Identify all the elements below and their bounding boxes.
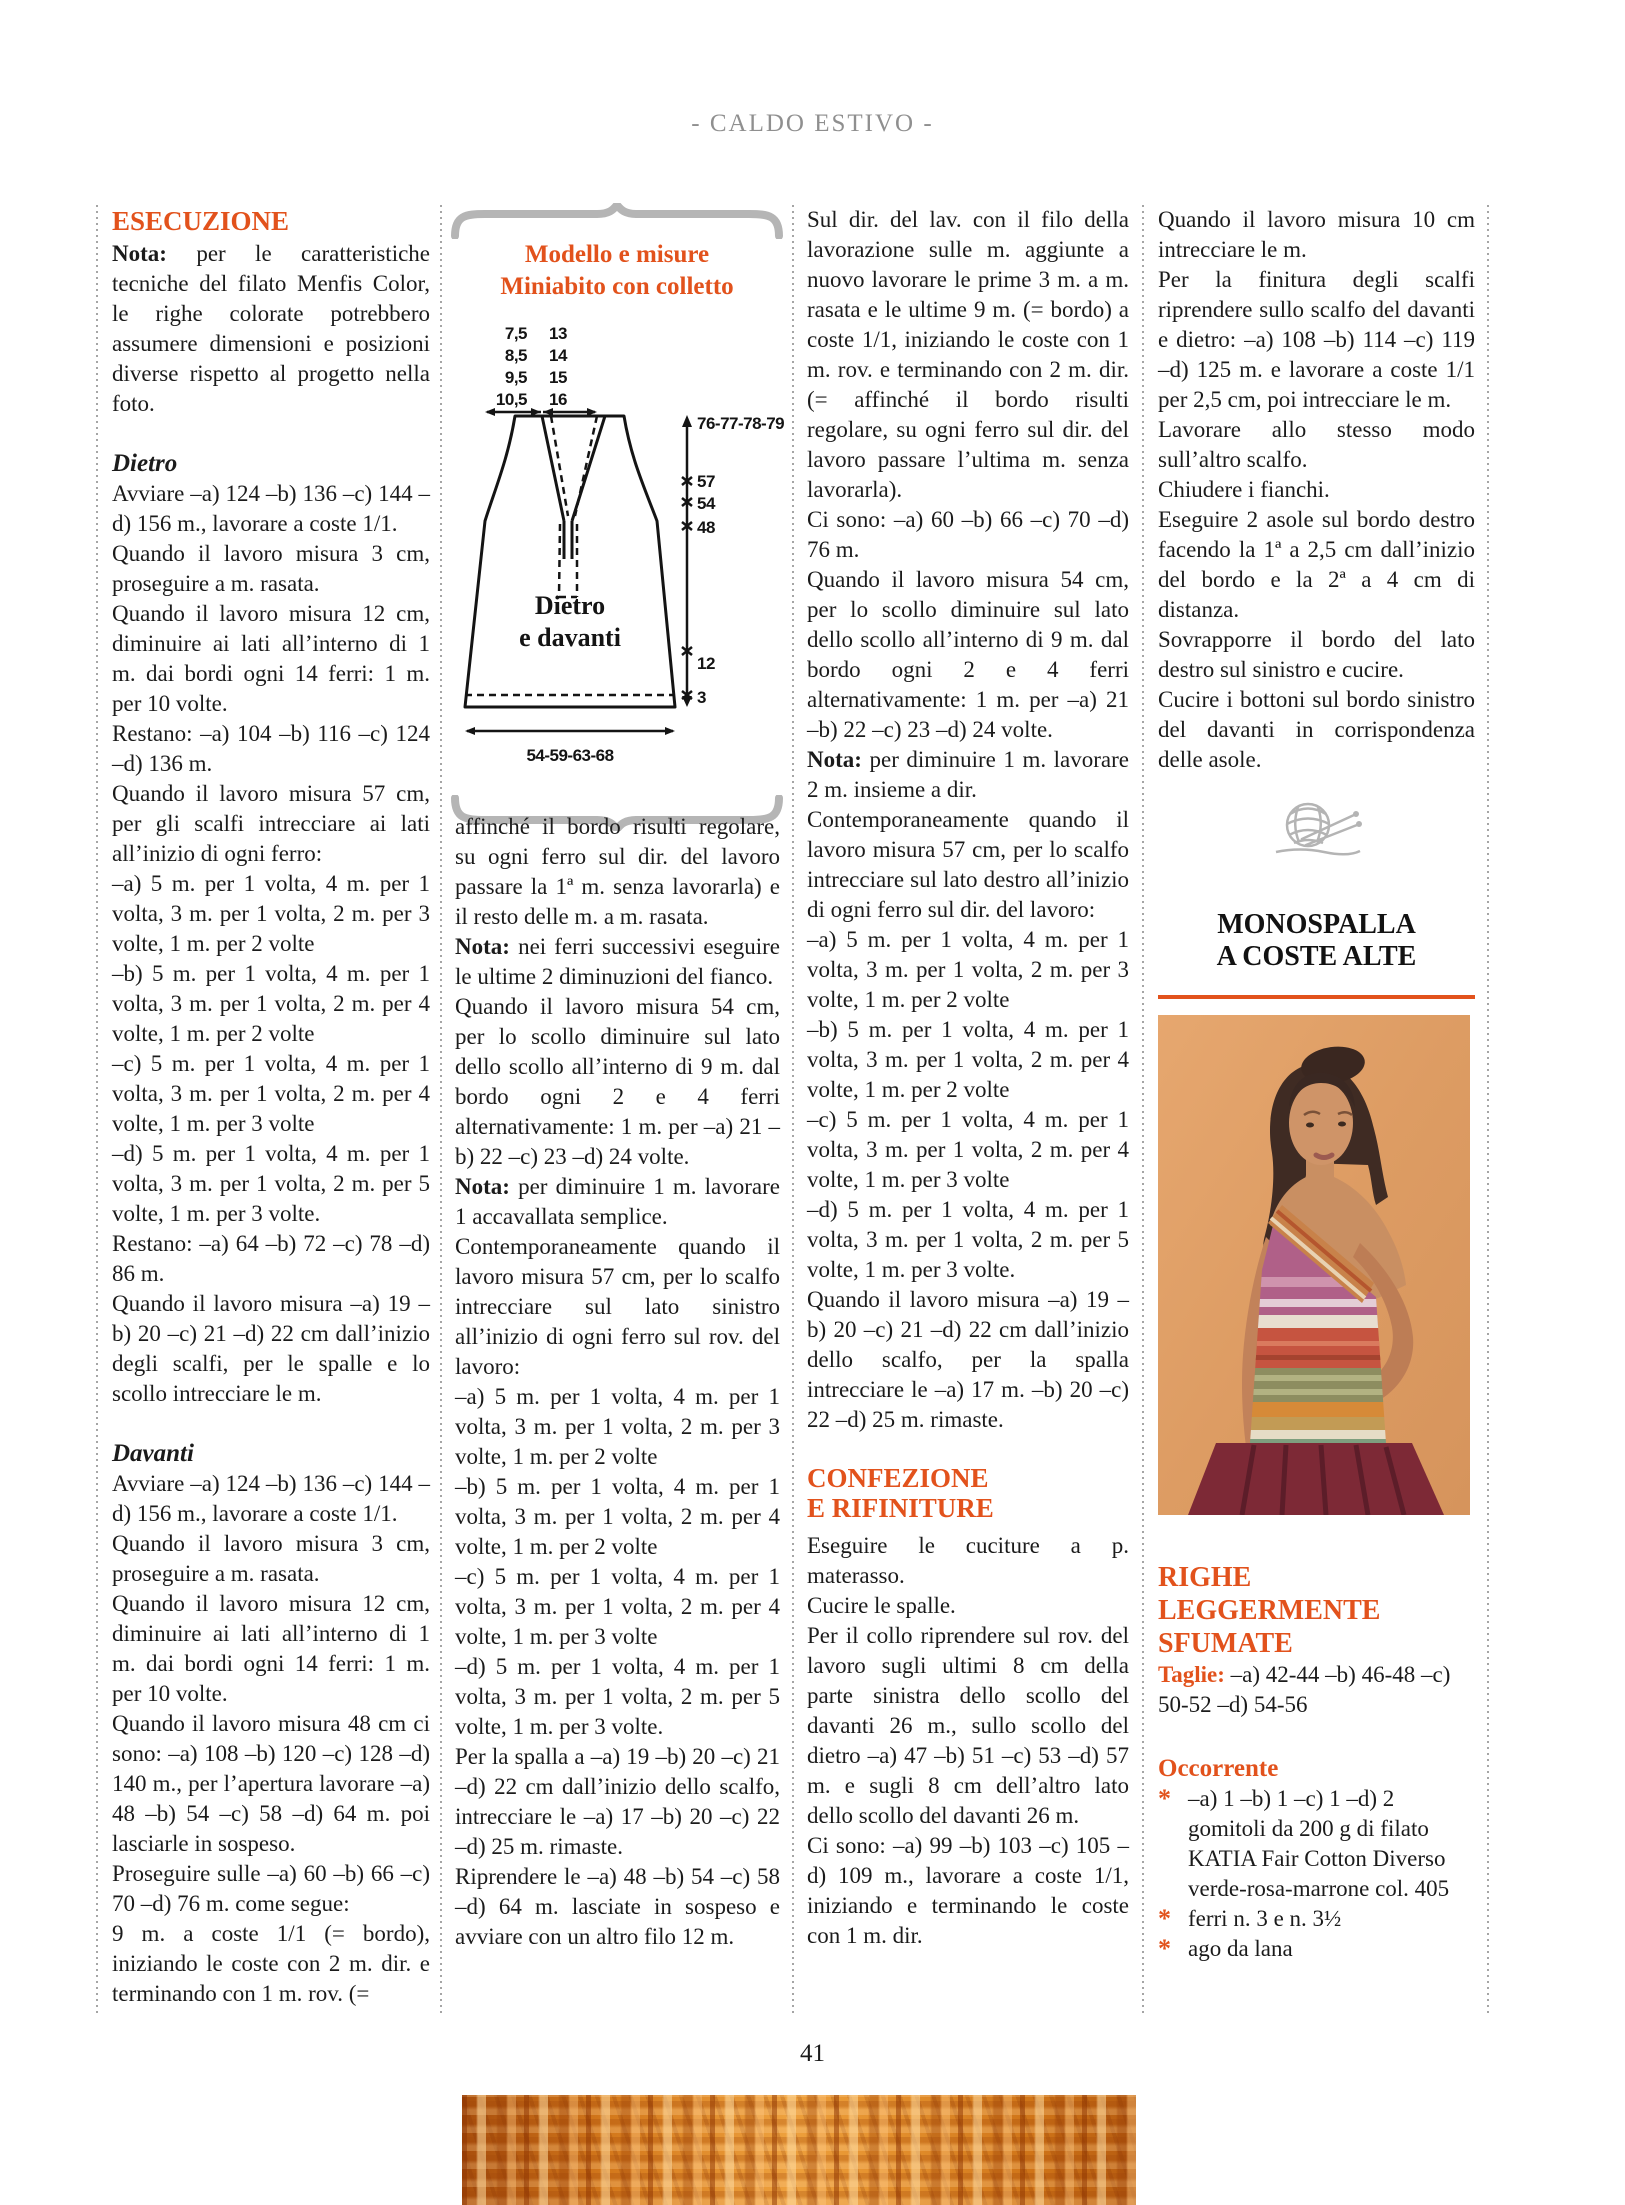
- column-1: [112, 205, 430, 2009]
- model-photo: [1158, 1015, 1470, 1515]
- paragraph-text: Quando il lavoro misura –a) 19 –b) 20 –c) 21 –d) 22 cm dall’inizio degli scalfi, per le spalle e lo scollo intrecciare le m.: [112, 1291, 430, 1406]
- paragraph-text: per diminuire 1 m. lavorare 1 accavallata semplice.: [455, 1174, 780, 1229]
- column-4: [1158, 205, 1475, 1964]
- instruction-paragraph: [112, 959, 430, 1049]
- instruction-paragraph: [455, 812, 780, 932]
- taglie-text: –a) 42-44 –b) 46-48 –c) 50-52 –d) 54-56: [1158, 1662, 1451, 1717]
- taglie-label: Taglie:: [1158, 1662, 1225, 1687]
- paragraph-text: –a) 5 m. per 1 volta, 4 m. per 1 volta, 3 m. per 1 volta, 2 m. per 3 volte, 1 m. per 2 volte: [112, 871, 430, 956]
- column-3: [807, 205, 1129, 1951]
- dietro-subheading: Dietro: [112, 450, 178, 477]
- instruction-paragraph: [807, 805, 1129, 925]
- heading-line: RIGHE LEGGERMENTE: [1158, 1562, 1381, 1626]
- instruction-paragraph: [112, 1469, 430, 1529]
- paragraph-text: Restano: –a) 104 –b) 116 –c) 124 –d) 136 m.: [112, 721, 430, 776]
- paragraph-text: –a) 5 m. per 1 volta, 4 m. per 1 volta, 3 m. per 1 volta, 2 m. per 3 volte, 1 m. per 2 volte: [455, 1384, 780, 1469]
- instruction-paragraph: [807, 745, 1129, 805]
- hem-measure-mark: 12: [697, 654, 715, 673]
- hem-measure-mark: 3: [697, 688, 706, 707]
- paragraph-text: –d) 5 m. per 1 volta, 4 m. per 1 volta, 3 m. per 1 volta, 2 m. per 5 volte, 1 m. per 3 volte.: [455, 1654, 780, 1739]
- height-measure-label: 76-77-78-79: [697, 414, 785, 433]
- instruction-paragraph: [807, 565, 1129, 745]
- instruction-paragraph: [455, 1172, 780, 1232]
- paragraph-text: –b) 5 m. per 1 volta, 4 m. per 1 volta, 3 m. per 1 volta, 2 m. per 4 volte, 1 m. per 2 volte: [112, 961, 430, 1046]
- paragraph-text: Quando il lavoro misura –a) 19 –b) 20 –c) 21 –d) 22 cm dall’inizio dello scalfo, per la spalla intrecciare le –a) 17 m. –b) 20 –c) 22 –d) 25 m. rimaste.: [807, 1287, 1129, 1432]
- material-item: [1158, 1904, 1475, 1934]
- paragraph-text: Per la finitura degli scalfi riprendere sullo scalfo del davanti e dietro: –a) 108 –b) 114 –c) 119 –d) 125 m. e lavorare a coste 1/1 per 2,5 cm, poi intrecciare le m.: [1158, 267, 1475, 412]
- occorrente-heading: Occorrente: [1158, 1755, 1279, 1782]
- paragraph-text: Lavorare allo stesso modo sull’altro scalfo.: [1158, 417, 1475, 472]
- paragraph-text: Per la spalla a –a) 19 –b) 20 –c) 21 –d) 22 cm dall’inizio dello scalfo, intrecciare le –a) 17 –b) 20 –c) 22 –d) 25 m. rimaste.: [455, 1744, 780, 1859]
- paragraph-text: Proseguire sulle –a) 60 –b) 66 –c) 70 –d) 76 m. come segue:: [112, 1861, 430, 1916]
- part-label: e davanti: [519, 623, 621, 652]
- instruction-paragraph: [807, 1015, 1129, 1105]
- paragraph-text: –c) 5 m. per 1 volta, 4 m. per 1 volta, 3 m. per 1 volta, 2 m. per 4 volte, 1 m. per 3 volte: [455, 1564, 780, 1649]
- instruction-paragraph: [455, 1472, 780, 1562]
- nota-label: Nota:: [455, 1174, 510, 1199]
- paragraph-text: Quando il lavoro misura 10 cm intrecciare le m.: [1158, 207, 1475, 262]
- knit-texture-photo: [462, 2095, 1136, 2205]
- paragraph-text: Quando il lavoro misura 48 cm ci sono: –a) 108 –b) 120 –c) 128 –d) 140 m., per l’apertura lavorare –a) 48 –b) 54 –c) 58 –d) 64 m. poi lasciarle in sospeso.: [112, 1711, 430, 1856]
- paragraph-text: nei ferri successivi eseguire le ultime 2 diminuzioni del fianco.: [455, 934, 780, 989]
- measure-label: 15: [549, 368, 567, 387]
- instruction-paragraph: [112, 1919, 430, 2009]
- paragraph-text: per le caratteristiche tecniche del filato Menfis Color, le righe colorate potrebbero assumere dimensioni e posizioni diverse rispetto al progetto nella foto.: [112, 241, 430, 416]
- paragraph-text: Ci sono: –a) 60 –b) 66 –c) 70 –d) 76 m.: [807, 507, 1129, 562]
- measure-label: 14: [549, 346, 567, 365]
- instruction-paragraph: [1158, 475, 1475, 505]
- garment-schematic: [447, 309, 787, 789]
- material-item: [1158, 1784, 1475, 1904]
- paragraph-text: Eseguire 2 asole sul bordo destro facendo la 1ª a 2,5 cm dall’inizio del bordo e la 2ª a 4 cm di distanza.: [1158, 507, 1475, 622]
- instruction-paragraph: [807, 1531, 1129, 1591]
- instruction-paragraph: [455, 992, 780, 1172]
- heading-line: CONFEZIONE: [807, 1463, 989, 1493]
- instruction-paragraph: [807, 1831, 1129, 1951]
- instruction-paragraph: [455, 1742, 780, 1862]
- instruction-paragraph: [112, 599, 430, 719]
- measure-label: 9,5: [504, 368, 527, 387]
- paragraph-text: affinché il bordo risulti regolare, su ogni ferro sul dir. del lavoro passare la 1ª m. senza lavorarla) e il resto delle m. a m. rasata.: [455, 814, 780, 929]
- instruction-paragraph: [807, 1591, 1129, 1621]
- paragraph-text: –a) 5 m. per 1 volta, 4 m. per 1 volta, 3 m. per 1 volta, 2 m. per 3 volte, 1 m. per 2 volte: [807, 927, 1129, 1012]
- paragraph-text: Chiudere i fianchi.: [1158, 477, 1330, 502]
- paragraph-text: Ci sono: –a) 99 –b) 103 –c) 105 –d) 109 m., lavorare a coste 1/1, iniziando e terminando le coste con 1 m. dir.: [807, 1833, 1129, 1948]
- paragraph-text: per diminuire 1 m. lavorare 2 m. insieme a dir.: [807, 747, 1129, 802]
- asterisk-bullet: *: [1158, 1904, 1171, 1933]
- bottom-measure-label: 54-59-63-68: [526, 746, 614, 765]
- instruction-paragraph: [112, 1709, 430, 1859]
- paragraph-text: Quando il lavoro misura 57 cm, per gli scalfi intrecciare ai lati all’inizio di ogni ferro:: [112, 781, 430, 866]
- paragraph-text: Avviare –a) 124 –b) 136 –c) 144 –d) 156 m., lavorare a coste 1/1.: [112, 481, 430, 536]
- section-header: - CALDO ESTIVO -: [691, 110, 934, 137]
- paragraph-text: Eseguire le cuciture a p. materasso.: [807, 1533, 1129, 1588]
- material-item: [1158, 1934, 1475, 1964]
- nota-label: Nota:: [112, 241, 167, 266]
- instruction-paragraph: [112, 1289, 430, 1409]
- brace-top-decoration: [451, 203, 783, 239]
- monospalla-title: [1158, 909, 1475, 973]
- instruction-paragraph: [807, 925, 1129, 1015]
- paragraph-text: –b) 5 m. per 1 volta, 4 m. per 1 volta, 3 m. per 1 volta, 2 m. per 4 volte, 1 m. per 2 volte: [455, 1474, 780, 1559]
- instruction-paragraph: [1158, 415, 1475, 475]
- paragraph-text: 9 m. a coste 1/1 (= bordo), iniziando le coste con 2 m. dir. e terminando con 1 m. rov. (=: [112, 1921, 430, 2006]
- paragraph-text: Quando il lavoro misura 12 cm, diminuire ai lati all’interno di 1 m. dai bordi ogni 14 ferri: 1 m. per 10 volte.: [112, 601, 430, 716]
- instruction-paragraph: [455, 932, 780, 992]
- measure-mark: 57: [697, 472, 715, 491]
- instruction-paragraph: [455, 1232, 780, 1382]
- title-line: MONOSPALLA: [1217, 909, 1416, 940]
- measure-label: 7,5: [504, 324, 527, 343]
- page-number: 41: [800, 2040, 825, 2067]
- instruction-paragraph: [1158, 505, 1475, 625]
- instruction-paragraph: [112, 719, 430, 779]
- paragraph-text: Avviare –a) 124 –b) 136 –c) 144 –d) 156 m., lavorare a coste 1/1.: [112, 1471, 430, 1526]
- paragraph-text: Quando il lavoro misura 3 cm, proseguire a m. rasata.: [112, 541, 430, 596]
- instruction-paragraph: [1158, 265, 1475, 415]
- instruction-paragraph: [807, 1105, 1129, 1195]
- part-label: Dietro: [534, 591, 606, 620]
- instruction-paragraph: [455, 1382, 780, 1472]
- instruction-paragraph: [112, 1529, 430, 1589]
- instruction-paragraph: [112, 1589, 430, 1709]
- column-2: [455, 812, 780, 1952]
- instruction-paragraph: [112, 1139, 430, 1229]
- column-divider: [1142, 205, 1144, 2015]
- paragraph-text: Per il collo riprendere sul rov. del lavoro sugli ultimi 8 cm della parte sinistra dello scollo del davanti 26 m., sullo scollo del dietro –a) 47 –b) 51 –c) 53 –d) 57 m. e sugli 8 cm dell’altro lato dello scollo del davanti 26 m.: [807, 1623, 1129, 1828]
- measure-label: 13: [549, 324, 567, 343]
- paragraph-text: Quando il lavoro misura 3 cm, proseguire a m. rasata.: [112, 1531, 430, 1586]
- asterisk-bullet: *: [1158, 1934, 1171, 1963]
- paragraph-text: –b) 5 m. per 1 volta, 4 m. per 1 volta, 3 m. per 1 volta, 2 m. per 4 volte, 1 m. per 2 volte: [807, 1017, 1129, 1102]
- instruction-paragraph: [1158, 205, 1475, 265]
- paragraph-text: Contemporaneamente quando il lavoro misura 57 cm, per lo scalfo intrecciare sul lato sinistro all’inizio di ogni ferro sul rov. del lavoro:: [455, 1234, 780, 1379]
- material-text: ago da lana: [1188, 1936, 1293, 1961]
- paragraph-text: Restano: –a) 64 –b) 72 –c) 78 –d) 86 m.: [112, 1231, 430, 1286]
- righe-heading: [1158, 1561, 1475, 1660]
- paragraph-text: –c) 5 m. per 1 volta, 4 m. per 1 volta, 3 m. per 1 volta, 2 m. per 4 volte, 1 m. per 3 volte: [807, 1107, 1129, 1192]
- diagram-title: Modello e misure: [524, 241, 710, 268]
- paragraph-text: –d) 5 m. per 1 volta, 4 m. per 1 volta, 3 m. per 1 volta, 2 m. per 5 volte, 1 m. per 3 volte.: [807, 1197, 1129, 1282]
- instruction-paragraph: [455, 1562, 780, 1652]
- instruction-paragraph: [455, 1862, 780, 1952]
- instruction-paragraph: [112, 239, 430, 419]
- paragraph-text: Sul dir. del lav. con il filo della lavorazione sulle m. aggiunte a nuovo lavorare le prime 3 m. a m. rasata e le ultime 9 m. (= bordo) a coste 1/1, iniziando le coste con 1 m. rov. e terminando con 2 m. dir. (= affinché il bordo risulti regolare, su ogni ferro sul dir. del lavoro passare l’ultima m. senza lavorarla).: [807, 207, 1129, 502]
- instruction-paragraph: [112, 1859, 430, 1919]
- column-divider: [1487, 205, 1489, 2015]
- material-text: ferri n. 3 e n. 3½: [1188, 1906, 1342, 1931]
- instruction-paragraph: [807, 205, 1129, 505]
- measure-mark: 48: [697, 518, 715, 537]
- instruction-paragraph: [455, 1652, 780, 1742]
- instruction-paragraph: [112, 869, 430, 959]
- instruction-paragraph: [112, 539, 430, 599]
- davanti-subheading: Davanti: [112, 1440, 194, 1467]
- asterisk-bullet: *: [1158, 1784, 1171, 1813]
- heading-line: SFUMATE: [1158, 1628, 1293, 1659]
- instruction-paragraph: [112, 479, 430, 539]
- nota-label: Nota:: [807, 747, 862, 772]
- column-divider: [96, 205, 98, 2015]
- measure-label: 10,5: [495, 390, 527, 409]
- paragraph-text: Cucire le spalle.: [807, 1593, 956, 1618]
- paragraph-text: Contemporaneamente quando il lavoro misura 57 cm, per lo scalfo intrecciare sul lato destro all’inizio di ogni ferro sul dir. del lavoro:: [807, 807, 1129, 922]
- heading-line: E RIFINITURE: [807, 1493, 994, 1523]
- material-text: –a) 1 –b) 1 –c) 1 –d) 2 gomitoli da 200 g di filato KATIA Fair Cotton Diverso verde-rosa-marrone col. 405: [1188, 1786, 1450, 1901]
- diagram-subtitle: Miniabito con colletto: [500, 273, 734, 300]
- measure-label: 16: [549, 390, 567, 409]
- instruction-paragraph: [112, 1049, 430, 1139]
- instruction-paragraph: [807, 1285, 1129, 1435]
- orange-rule: [1158, 995, 1475, 999]
- sizes-line: [1158, 1660, 1475, 1720]
- confezione-heading: [807, 1463, 1129, 1523]
- instruction-paragraph: [112, 1229, 430, 1289]
- measure-mark: 54: [697, 494, 715, 513]
- paragraph-text: Riprendere le –a) 48 –b) 54 –c) 58 –d) 64 m. lasciate in sospeso e avviare con un altro filo 12 m.: [455, 1864, 780, 1949]
- pattern-diagram: [441, 203, 793, 853]
- yarn-ball-icon: [1272, 795, 1362, 859]
- instruction-paragraph: [1158, 625, 1475, 685]
- instruction-paragraph: [1158, 685, 1475, 775]
- instruction-paragraph: [807, 1621, 1129, 1831]
- paragraph-text: –c) 5 m. per 1 volta, 4 m. per 1 volta, 3 m. per 1 volta, 2 m. per 4 volte, 1 m. per 3 volte: [112, 1051, 430, 1136]
- paragraph-text: Cucire i bottoni sul bordo sinistro del davanti in corrispondenza delle asole.: [1158, 687, 1475, 772]
- paragraph-text: Quando il lavoro misura 12 cm, diminuire ai lati all’interno di 1 m. dai bordi ogni 14 ferri: 1 m. per 10 volte.: [112, 1591, 430, 1706]
- paragraph-text: Sovrapporre il bordo del lato destro sul sinistro e cucire.: [1158, 627, 1475, 682]
- nota-label: Nota:: [455, 934, 510, 959]
- title-line: A COSTE ALTE: [1216, 941, 1417, 972]
- esecuzione-heading: ESECUZIONE: [112, 206, 290, 236]
- paragraph-text: Quando il lavoro misura 54 cm, per lo scollo diminuire sul lato dello scollo all’interno di 9 m. dal bordo ogni 2 e 4 ferri alternativamente: 1 m. per –a) 21 –b) 22 –c) 23 –d) 24 volte.: [807, 567, 1129, 742]
- instruction-paragraph: [807, 1195, 1129, 1285]
- instruction-paragraph: [807, 505, 1129, 565]
- paragraph-text: –d) 5 m. per 1 volta, 4 m. per 1 volta, 3 m. per 1 volta, 2 m. per 5 volte, 1 m. per 3 volte.: [112, 1141, 430, 1226]
- instruction-paragraph: [112, 779, 430, 869]
- paragraph-text: Quando il lavoro misura 54 cm, per lo scollo diminuire sul lato dello scollo all’interno di 9 m. dal bordo ogni 2 e 4 ferri alternativamente: 1 m. per –a) 21 –b) 22 –c) 23 –d) 24 volte.: [455, 994, 780, 1169]
- measure-label: 8,5: [504, 346, 527, 365]
